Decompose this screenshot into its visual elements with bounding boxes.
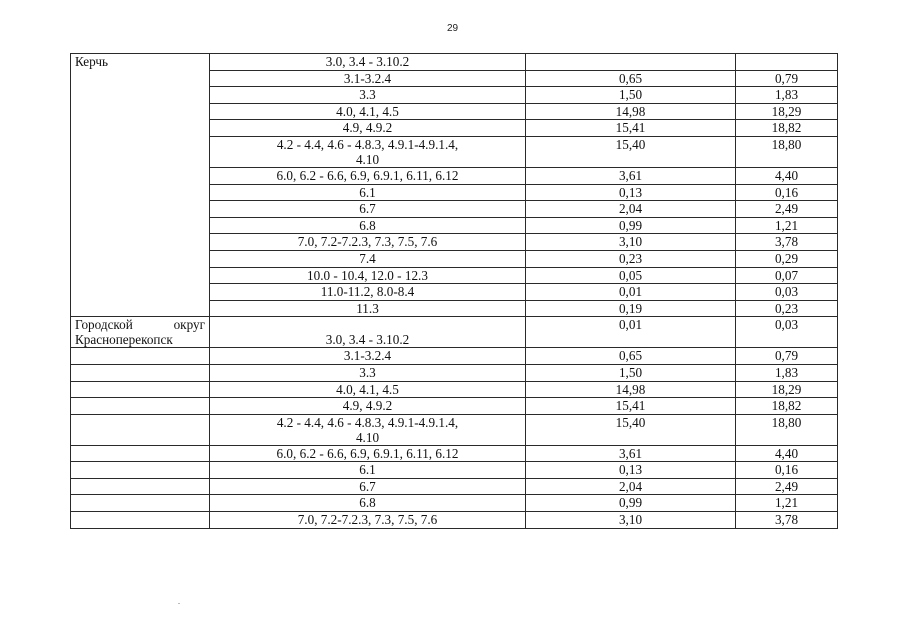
codes-cell: [210, 300, 526, 317]
codes-cell: [210, 267, 526, 284]
value-cell-2: 18,29: [736, 381, 838, 398]
codes-cell: [210, 348, 526, 365]
codes-text: 3.1-3.2.4: [343, 348, 392, 364]
codes-cell: [210, 284, 526, 301]
value-cell-2: 4,40: [736, 167, 838, 184]
value-cell-1: 14,98: [526, 103, 736, 120]
region-cell-empty: [71, 398, 210, 415]
value-cell-1: 14,98: [526, 381, 736, 398]
codes-cell: [210, 201, 526, 218]
codes-cell: [210, 87, 526, 104]
value-cell-2: 18,80: [736, 136, 838, 167]
value-cell-2: 0,16: [736, 462, 838, 479]
value-cell-2: 18,80: [736, 414, 838, 445]
value-cell-1: 1,50: [526, 364, 736, 381]
codes-cell: [210, 217, 526, 234]
value-cell-1: 0,01: [526, 284, 736, 301]
value-cell-1: 15,41: [526, 120, 736, 137]
value-cell-2: 18,82: [736, 398, 838, 415]
value-cell-2: [736, 54, 838, 71]
codes-text: 3.0, 3.4 - 3.10.2: [325, 332, 410, 348]
codes-text: 7.0, 7.2-7.2.3, 7.3, 7.5, 7.6: [297, 234, 438, 250]
table-row: [71, 348, 838, 365]
codes-cell: [210, 103, 526, 120]
codes-text: 3.0, 3.4 - 3.10.2: [325, 54, 410, 69]
table-row: [71, 364, 838, 381]
codes-cell: [210, 184, 526, 201]
table-row: [71, 495, 838, 512]
value-cell-2: 1,83: [736, 87, 838, 104]
value-cell-2: 0,79: [736, 348, 838, 365]
table-row: [71, 445, 838, 462]
value-cell-1: 0,99: [526, 495, 736, 512]
value-cell-1: 15,40: [526, 414, 736, 445]
codes-text: 4.2 - 4.4, 4.6 - 4.8.3, 4.9.1-4.9.1.4,: [276, 414, 459, 430]
codes-cell: [210, 120, 526, 137]
codes-text: 6.1: [359, 184, 376, 200]
region-cell: Городской округ Красноперекопск: [71, 317, 210, 348]
scan-speck: [178, 603, 180, 604]
codes-text: 4.9, 4.9.2: [342, 398, 393, 414]
codes-cell: [210, 462, 526, 479]
value-cell-2: 2,49: [736, 201, 838, 218]
codes-text-continued: 4.10: [355, 151, 380, 167]
codes-text: 6.8: [359, 217, 376, 233]
value-cell-2: 1,21: [736, 495, 838, 512]
region-cell-empty: [71, 512, 210, 529]
codes-text: 6.7: [359, 478, 376, 494]
value-cell-2: 0,03: [736, 317, 838, 348]
value-cell-2: 18,29: [736, 103, 838, 120]
table-row: [71, 381, 838, 398]
value-cell-1: 0,13: [526, 184, 736, 201]
codes-text: 7.4: [359, 250, 376, 266]
codes-text: 4.2 - 4.4, 4.6 - 4.8.3, 4.9.1-4.9.1.4,: [276, 136, 459, 152]
value-cell-1: 3,10: [526, 234, 736, 251]
table-body: [71, 54, 838, 529]
codes-cell: [210, 414, 526, 445]
value-cell-1: 0,65: [526, 70, 736, 87]
value-cell-1: 3,10: [526, 512, 736, 529]
value-cell-1: 3,61: [526, 167, 736, 184]
codes-cell: [210, 398, 526, 415]
codes-text: 11.3: [356, 300, 379, 316]
codes-text: 6.0, 6.2 - 6.6, 6.9, 6.9.1, 6.11, 6.12: [276, 445, 459, 461]
value-cell-2: 0,16: [736, 184, 838, 201]
codes-cell: [210, 495, 526, 512]
value-cell-1: 1,50: [526, 87, 736, 104]
value-cell-2: 2,49: [736, 478, 838, 495]
value-cell-2: 18,82: [736, 120, 838, 137]
value-cell-2: 3,78: [736, 512, 838, 529]
table-row: [71, 398, 838, 415]
codes-text-continued: 4.10: [355, 429, 380, 445]
region-cell-empty: [71, 478, 210, 495]
codes-text: 4.0, 4.1, 4.5: [336, 103, 399, 119]
value-cell-1: 2,04: [526, 201, 736, 218]
codes-cell: [210, 512, 526, 529]
codes-cell: [210, 234, 526, 251]
region-cell-empty: [71, 462, 210, 479]
codes-text: 4.0, 4.1, 4.5: [336, 381, 399, 397]
value-cell-1: 0,23: [526, 250, 736, 267]
value-cell-2: 4,40: [736, 445, 838, 462]
value-cell-2: 0,29: [736, 250, 838, 267]
value-cell-1: [526, 54, 736, 71]
table-row: [71, 54, 838, 71]
codes-text: 6.7: [359, 201, 376, 217]
region-cell-empty: [71, 381, 210, 398]
codes-cell: [210, 445, 526, 462]
value-cell-1: 0,99: [526, 217, 736, 234]
value-cell-2: 3,78: [736, 234, 838, 251]
codes-text: 6.1: [359, 462, 376, 478]
codes-cell: [210, 167, 526, 184]
value-cell-2: 1,83: [736, 364, 838, 381]
codes-text: 10.0 - 10.4, 12.0 - 12.3: [307, 267, 428, 283]
table-row: [71, 317, 838, 348]
codes-cell: [210, 70, 526, 87]
region-cell-empty: [71, 364, 210, 381]
value-cell-2: 1,21: [736, 217, 838, 234]
value-cell-1: 15,40: [526, 136, 736, 167]
region-cell-empty: [71, 495, 210, 512]
region-cell-empty: [71, 445, 210, 462]
codes-text: 3.3: [359, 364, 376, 380]
table-row: [71, 478, 838, 495]
codes-cell: [210, 478, 526, 495]
codes-cell: [210, 317, 526, 348]
value-cell-1: 2,04: [526, 478, 736, 495]
codes-text: 6.0, 6.2 - 6.6, 6.9, 6.9.1, 6.11, 6.12: [276, 167, 459, 183]
codes-cell: [210, 381, 526, 398]
tariff-table: [70, 53, 838, 529]
codes-text: 6.8: [359, 495, 376, 511]
table-row: [71, 462, 838, 479]
region-cell: Керчь: [71, 54, 210, 317]
table-row: [71, 512, 838, 529]
value-cell-2: 0,23: [736, 300, 838, 317]
value-cell-2: 0,03: [736, 284, 838, 301]
value-cell-1: 0,65: [526, 348, 736, 365]
region-cell-empty: [71, 414, 210, 445]
codes-text: 3.3: [359, 87, 376, 103]
page-number: 29: [446, 23, 459, 34]
value-cell-1: 0,19: [526, 300, 736, 317]
value-cell-1: 3,61: [526, 445, 736, 462]
value-cell-1: 0,05: [526, 267, 736, 284]
region-cell-empty: [71, 348, 210, 365]
value-cell-2: 0,79: [736, 70, 838, 87]
value-cell-2: 0,07: [736, 267, 838, 284]
codes-cell: [210, 250, 526, 267]
value-cell-1: 0,01: [526, 317, 736, 348]
codes-text: 11.0-11.2, 8.0-8.4: [320, 284, 415, 300]
codes-cell: [210, 364, 526, 381]
codes-text: 3.1-3.2.4: [343, 70, 392, 86]
table-row: [71, 414, 838, 445]
codes-cell: [210, 54, 526, 71]
codes-text: 4.9, 4.9.2: [342, 120, 393, 136]
value-cell-1: 15,41: [526, 398, 736, 415]
codes-text: 7.0, 7.2-7.2.3, 7.3, 7.5, 7.6: [297, 512, 438, 528]
value-cell-1: 0,13: [526, 462, 736, 479]
codes-cell: [210, 136, 526, 167]
